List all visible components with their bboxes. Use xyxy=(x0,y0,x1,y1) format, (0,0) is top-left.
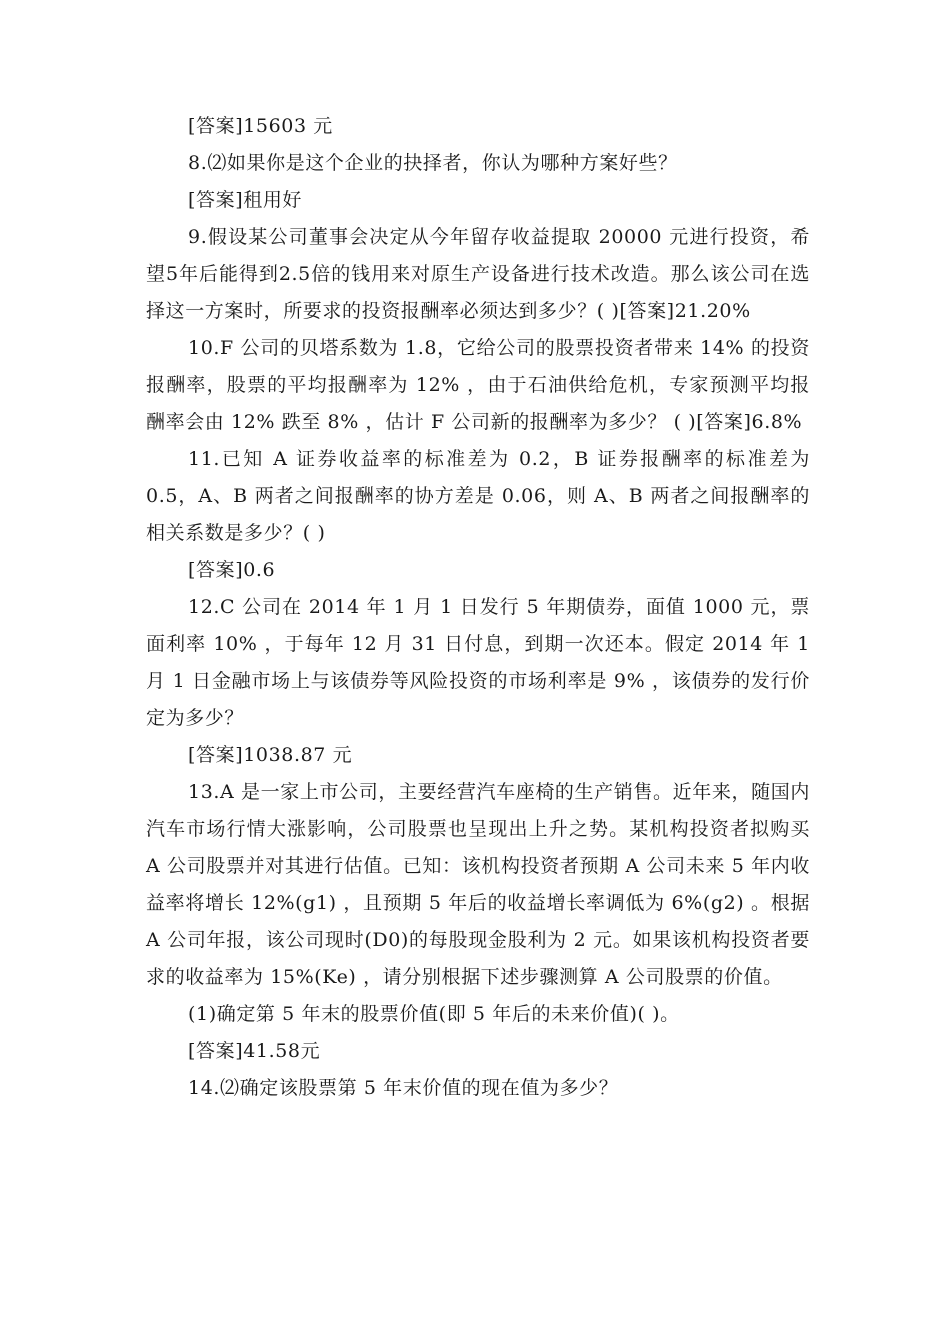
question-9: 9.假设某公司董事会决定从今年留存收益提取 20000 元进行投资，希望5年后能得到2.5倍的钱用来对原生产设备进行技术改造。那么该公司在选择这一方案时，所要求的投资报酬率必须达到多少？( )[答案]21.20% xyxy=(146,226,810,322)
document-body xyxy=(146,108,810,1107)
question-11: 11.已知 A 证券收益率的标准差为 0.2，B 证券报酬率的标准差为 0.5，A、B 两者之间报酬率的协方差是 0.06，则 A、B 两者之间报酬率的相关系数是多少？( ) xyxy=(146,448,810,544)
answer-q12: [答案]1038.87 元 xyxy=(188,744,353,766)
question-8: 8.⑵如果你是这个企业的抉择者，你认为哪种方案好些？ xyxy=(188,152,678,174)
question-12: 12.C 公司在 2014 年 1 月 1 日发行 5 年期债券，面值 1000 元，票面利率 10% ，于每年 12 月 31 日付息，到期一次还本。假定 2014 年 1 月 1 日金融市场上与该债券等风险投资的市场利率是 9% ，该债券的发行价定为多少？ xyxy=(146,596,810,729)
question-14: 14.⑵确定该股票第 5 年末价值的现在值为多少？ xyxy=(188,1077,619,1099)
answer-q11: [答案]0.6 xyxy=(188,559,276,581)
answer-q13: [答案]41.58元 xyxy=(188,1040,321,1062)
answer-q7: [答案]15603 元 xyxy=(188,115,333,137)
question-10: 10.F 公司的贝塔系数为 1.8，它给公司的股票投资者带来 14% 的投资报酬率，股票的平均报酬率为 12% ，由于石油供给危机，专家预测平均报酬率会由 12% 跌至 8% ，估计 F 公司新的报酬率为多少？ ( )[答案]6.8% xyxy=(146,337,810,433)
question-13: 13.A 是一家上市公司，主要经营汽车座椅的生产销售。近年来，随国内汽车市场行情大涨影响，公司股票也呈现出上升之势。某机构投资者拟购买 A 公司股票并对其进行估值。已知：该机构投资者预期 A 公司未来 5 年内收益率将增长 12%(g1) ，且预期 5 年后的收益增长率调低为 6%(g2) 。根据 A 公司年报，该公司现时(D0)的每股现金股利为 2 元。如果该机构投资者要求的收益率为 15%(Ke) ，请分别根据下述步骤测算 A 公司股票的价值。 xyxy=(146,781,810,988)
question-13-part-1: (1)确定第 5 年末的股票价值(即 5 年后的未来价值)( )。 xyxy=(188,1003,680,1025)
answer-q8: [答案]租用好 xyxy=(188,189,303,211)
